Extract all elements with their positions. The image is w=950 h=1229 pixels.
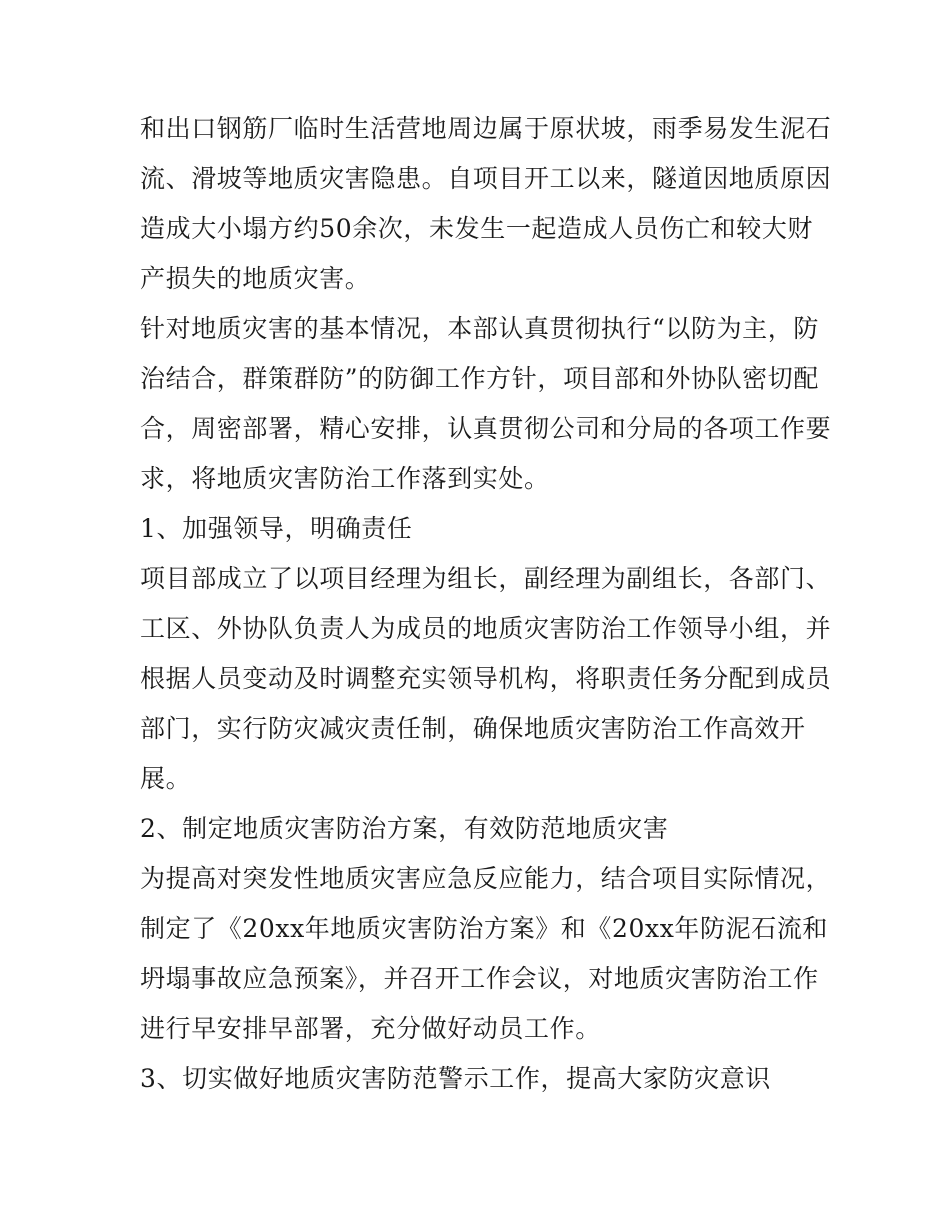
text-line: 和出口钢筋厂临时生活营地周边属于原状坡，雨季易发生泥石 — [140, 114, 832, 143]
text-line: 合，周密部署，精心安排，认真贯彻公司和分局的各项工作要 — [140, 414, 832, 443]
text-line: 进行早安排早部署，充分做好动员工作。 — [140, 1014, 601, 1043]
text-line: 坍塌事故应急预案》，并召开工作会议，对地质灾害防治工作 — [140, 964, 819, 993]
text-line: 求，将地质灾害防治工作落到实处。 — [140, 464, 550, 493]
section-heading-1: 1、加强领导，明确责任 — [140, 514, 413, 543]
text-line: 造成大小塌方约50余次，未发生一起造成人员伤亡和较大财 — [140, 214, 814, 243]
text-line: 制定了《20xx年地质灾害防治方案》和《20xx年防泥石流和 — [140, 914, 829, 943]
text-line: 部门，实行防灾减灾责任制，确保地质灾害防治工作高效开 — [140, 714, 806, 743]
text-line: 针对地质灾害的基本情况，本部认真贯彻执行“以防为主，防 — [140, 314, 819, 343]
text-line: 根据人员变动及时调整充实领导机构，将职责任务分配到成员 — [140, 664, 832, 693]
text-line: 展。 — [140, 764, 192, 793]
text-line: 流、滑坡等地质灾害隐患。自项目开工以来，隧道因地质原因 — [140, 164, 832, 193]
text-line: 为提高对突发性地质灾害应急反应能力，结合项目实际情况， — [140, 864, 832, 893]
text-line: 产损失的地质灾害。 — [140, 264, 371, 293]
section-heading-2: 2、制定地质灾害防治方案，有效防范地质灾害 — [140, 814, 669, 843]
text-line: 项目部成立了以项目经理为组长，副经理为副组长，各部门、 — [140, 564, 832, 593]
section-heading-3: 3、切实做好地质灾害防范警示工作，提高大家防灾意识 — [140, 1064, 771, 1093]
text-line: 工区、外协队负责人为成员的地质灾害防治工作领导小组，并 — [140, 614, 832, 643]
text-line: 治结合，群策群防”的防御工作方针，项目部和外协队密切配 — [140, 364, 819, 393]
